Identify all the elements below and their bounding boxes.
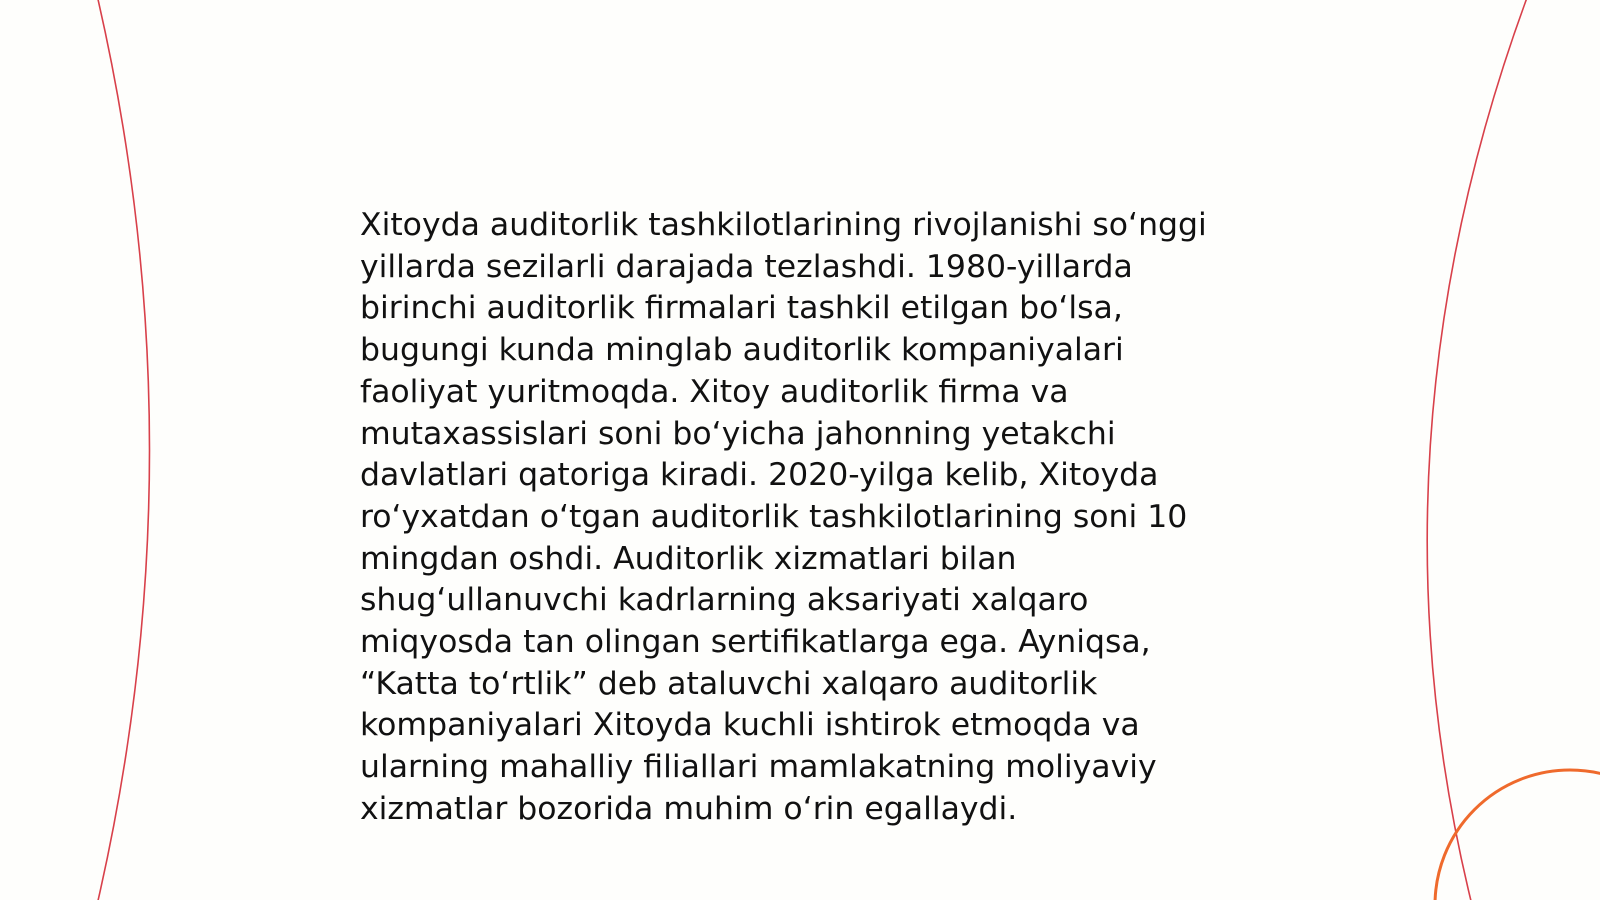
body-paragraph: Xitoyda auditorlik tashkilotlarining rivojlanishi so‘nggi yillarda sezilarli darajada tezlashdi. 1980-yillarda birinchi auditorlik firmalari tashkil etilgan bo‘lsa, bugungi kunda minglab auditorlik kompaniyalari faoliyat yuritmoqda. Xitoy auditorlik firma va mutaxassislari soni bo‘yicha jahonning yetakchi davlatlari qatoriga kiradi. 2020-yilga kelib, Xitoyda ro‘yxatdan o‘tgan auditorlik tashkilotlarining soni 10 mingdan oshdi. Auditorlik xizmatlari bilan shug‘ullanuvchi kadrlarning aksariyati xalqaro miqyosda tan olingan sertifikatlarga ega. Ayniqsa, “Katta to‘rtlik” deb ataluvchi xalqaro auditorlik kompaniyalari Xitoyda kuchli ishtirok etmoqda va ularning mahalliy filiallari mamlakatning moliyaviy xizmatlar bozorida muhim o‘rin egallaydi.	[360, 207, 1207, 827]
orange-circle-outline	[1435, 770, 1600, 900]
left-curve-line	[97, 0, 150, 900]
right-curve-line	[1427, 0, 1528, 900]
